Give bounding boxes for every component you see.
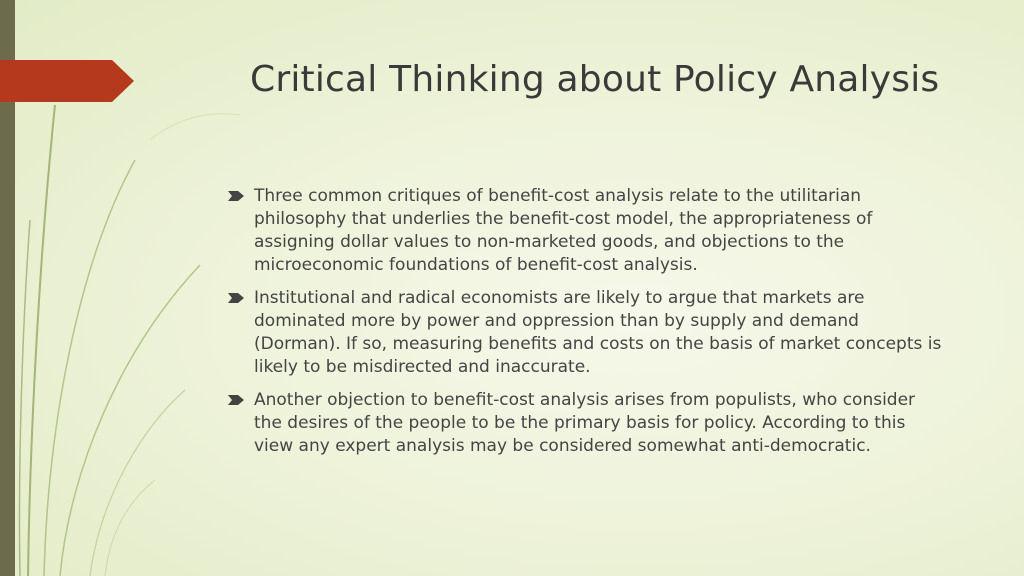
bullet-item bbox=[228, 287, 944, 379]
arrow-bullet-icon bbox=[228, 395, 244, 405]
bullet-text: Three common critiques of benefit-cost analysis relate to the utilitarian philosophy that underlies the benefit-cost model, the appropriateness of assigning dollar values to non-marketed goods, and objections to the microeconomic foundations of benefit-cost analysis. bbox=[254, 186, 873, 275]
bullet-text: Institutional and radical economists are likely to argue that markets are dominated more by power and oppression than by supply and demand (Dorman). If so, measuring benefits and costs on the basis of market concepts is likely to be misdirected and inaccurate. bbox=[254, 288, 942, 377]
bullet-list bbox=[228, 185, 944, 468]
slide-title: Critical Thinking about Policy Analysis bbox=[250, 59, 940, 100]
bullet-item bbox=[228, 185, 944, 277]
bullet-text: Another objection to benefit-cost analysis arises from populists, who consider the desires of the people to be the primary basis for policy. According to this view any expert analysis may be considered somewhat anti-democratic. bbox=[254, 390, 916, 456]
arrow-bullet-icon bbox=[228, 191, 244, 201]
arrow-bullet-icon bbox=[228, 293, 244, 303]
bullet-item bbox=[228, 389, 944, 458]
